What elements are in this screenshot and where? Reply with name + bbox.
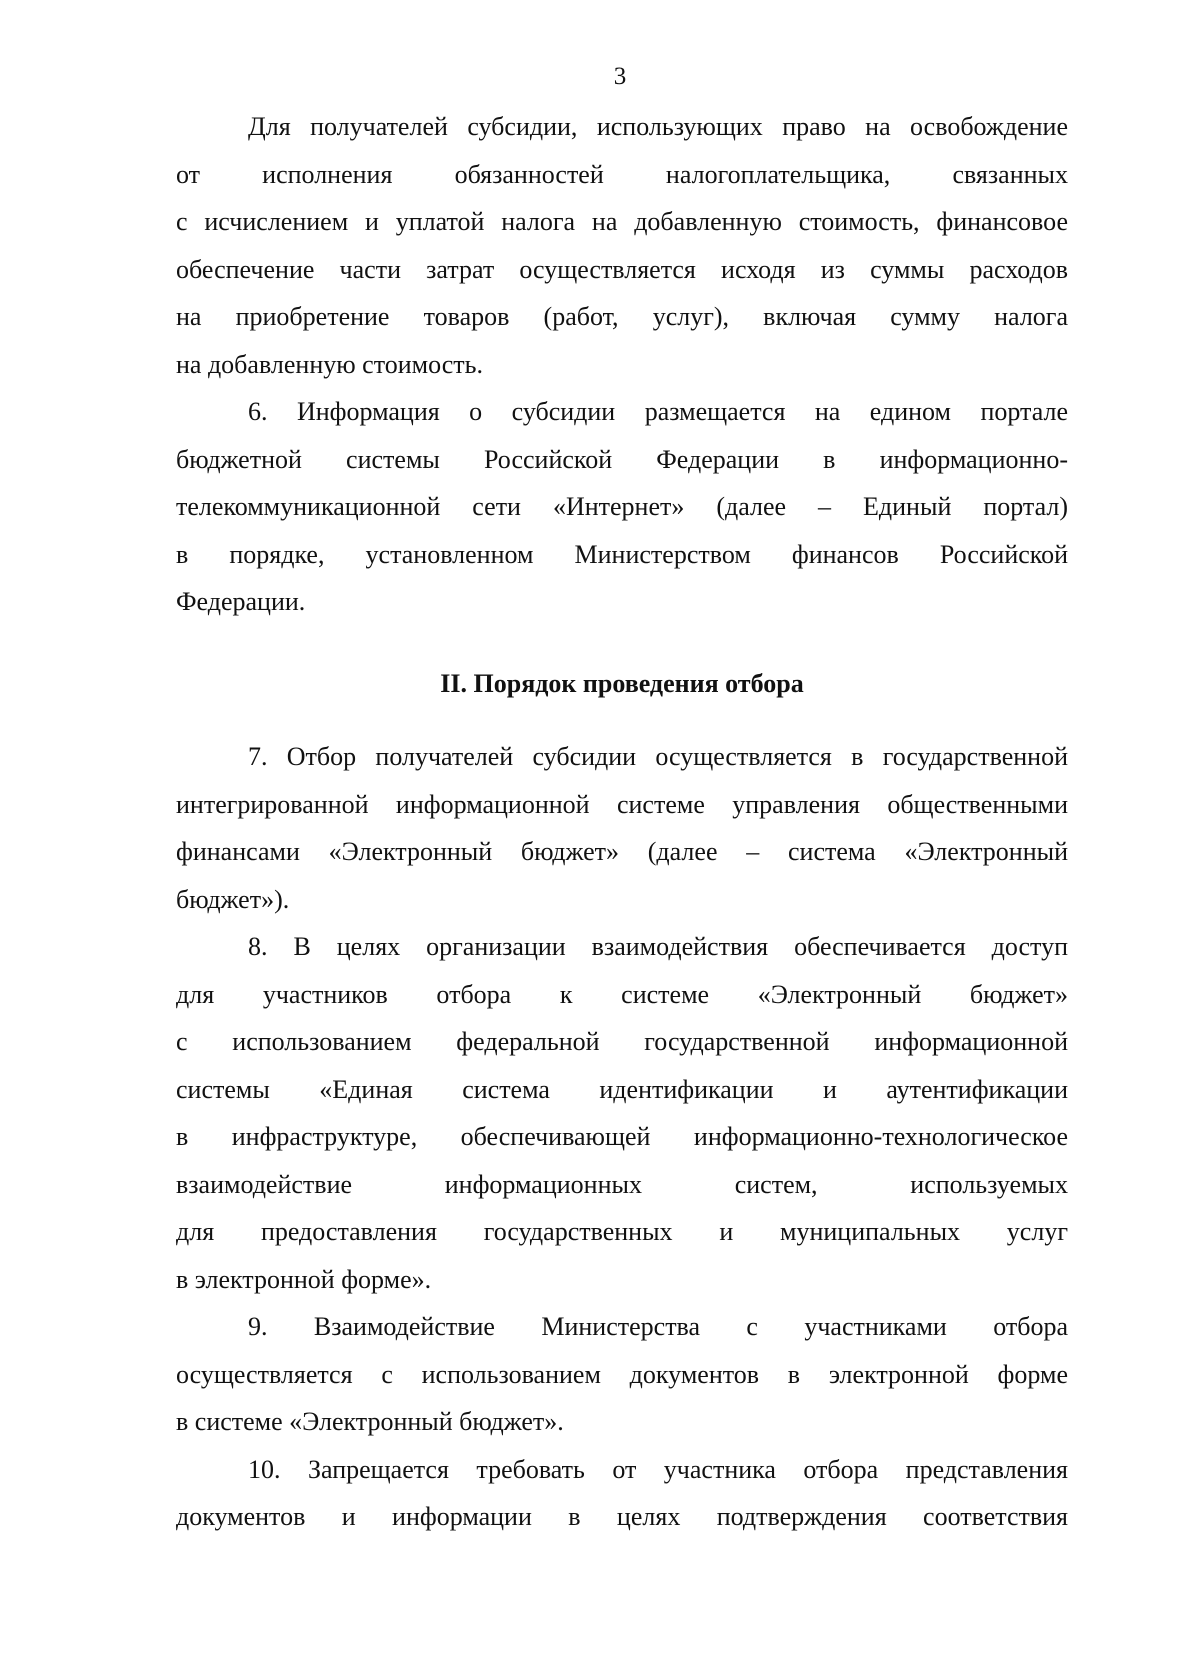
paragraph-8 [176, 923, 1068, 1303]
paragraph-line: для участников отбора к системе «Электронный бюджет» [176, 979, 1068, 1009]
paragraph-vat-exemption [176, 103, 1068, 388]
paragraph-line: финансами «Электронный бюджет» (далее – система «Электронный [176, 837, 1068, 866]
paragraph-6 [176, 388, 1068, 626]
paragraph-line: бюджет»). [176, 884, 290, 914]
paragraph-line: системы «Единая система идентификации и аутентификации [176, 1074, 1068, 1104]
paragraph-line: в системе «Электронный бюджет». [176, 1407, 564, 1436]
paragraph-line: на приобретение товаров (работ, услуг), включая сумму налога [176, 302, 1068, 331]
paragraph-line: 8. В целях организации взаимодействия обеспечивается доступ [248, 932, 1068, 961]
paragraph-line: в порядке, установленном Министерством финансов Российской [176, 539, 1068, 569]
page-number: 3 [613, 63, 627, 90]
paragraph-line: от исполнения обязанностей налогоплательщика, связанных [176, 159, 1068, 189]
section-title: II. Порядок проведения отбора [440, 668, 804, 698]
paragraph-10 [176, 1446, 1068, 1541]
paragraph-line: 7. Отбор получателей субсидии осуществляется в государственной [248, 742, 1068, 771]
paragraph-line: интегрированной информационной системе управления общественными [176, 789, 1068, 819]
paragraph-line: для предоставления государственных и муниципальных услуг [176, 1217, 1068, 1246]
paragraph-9 [176, 1303, 1068, 1446]
paragraph-line: бюджетной системы Российской Федерации в информационно- [176, 444, 1068, 474]
paragraph-line: Федерации. [176, 587, 306, 616]
paragraph-line: с исчислением и уплатой налога на добавленную стоимость, финансовое [176, 207, 1068, 236]
paragraph-line: 6. Информация о субсидии размещается на едином портале [248, 397, 1068, 426]
paragraph-line: обеспечение части затрат осуществляется исходя из суммы расходов [176, 254, 1068, 284]
paragraph-line: 10. Запрещается требовать от участника отбора представления [248, 1454, 1068, 1484]
paragraph-line: в инфраструктуре, обеспечивающей информационно-технологическое [176, 1122, 1068, 1151]
paragraph-line: осуществляется с использованием документов в электронной форме [176, 1359, 1068, 1389]
paragraph-line: 9. Взаимодействие Министерства с участниками отбора [248, 1312, 1068, 1341]
paragraph-line: на добавленную стоимость. [176, 349, 483, 379]
document-body [176, 103, 1068, 1541]
paragraph-line: в электронной форме». [176, 1264, 432, 1294]
paragraph-line: Для получателей субсидии, использующих право на освобождение [248, 112, 1068, 141]
paragraph-line: документов и информации в целях подтверждения соответствия [176, 1502, 1068, 1531]
paragraph-7 [176, 733, 1068, 923]
paragraph-line: с использованием федеральной государственной информационной [176, 1027, 1068, 1056]
paragraph-line: телекоммуникационной сети «Интернет» (далее – Единый портал) [176, 492, 1068, 521]
paragraph-line: взаимодействие информационных систем, используемых [176, 1169, 1068, 1199]
